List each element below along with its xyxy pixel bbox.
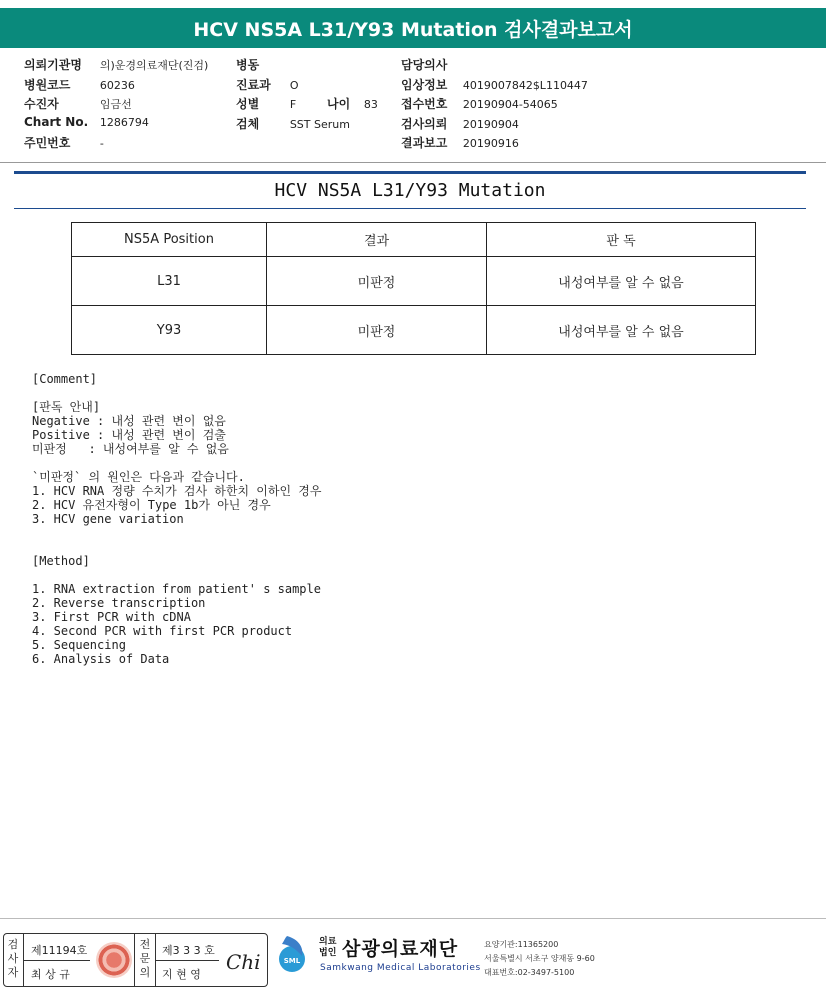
- examiner-label: 검사자: [7, 938, 19, 979]
- cause-line: 1. HCV RNA 정량 수치가 검사 하한치 이하인 경우: [32, 484, 322, 498]
- report-title: HCV NS5A L31/Y93 Mutation 검사결과보고서: [0, 8, 826, 48]
- header-position: NS5A Position: [72, 223, 267, 257]
- sml-logo-icon: [271, 933, 315, 973]
- guide-heading: [판독 안내]: [32, 400, 101, 414]
- org-name: 삼광의료재단: [342, 938, 459, 960]
- specialist-name: 지 현 영: [162, 968, 201, 981]
- sex-label: 성별: [236, 97, 260, 111]
- info-request-date: [401, 115, 519, 132]
- care-institution-no: 요양기관:11365200: [484, 940, 559, 949]
- info-recipient: [24, 95, 132, 112]
- department-label: 진료과: [236, 78, 271, 92]
- org-phone: 대표번호:02-3497-5100: [484, 968, 575, 977]
- org-english-name: Samkwang Medical Laboratories: [320, 963, 481, 973]
- cell-position: Y93: [72, 306, 267, 355]
- info-chart-no: [24, 115, 149, 129]
- specimen-value: SST Serum: [289, 118, 350, 131]
- guide-line: Positive : 내성 관련 변이 검출: [32, 428, 226, 442]
- method-line: 6. Analysis of Data: [32, 652, 170, 666]
- section-header: [14, 171, 806, 209]
- examiner-license: 제11194호: [31, 944, 88, 957]
- clinical-info-label: 임상정보: [401, 78, 448, 92]
- recipient-value: 임금선: [99, 98, 132, 111]
- sex-value: F: [289, 98, 297, 111]
- guide-line: 미판정 : 내성여부를 알 수 없음: [32, 442, 229, 456]
- hospital-code-label: 병원코드: [24, 78, 71, 92]
- resident-no-label: 주민번호: [24, 136, 71, 150]
- header-divider: [0, 162, 826, 163]
- request-date-value: 20190904: [462, 118, 519, 131]
- info-ward: [236, 56, 290, 73]
- specimen-label: 검체: [236, 117, 260, 131]
- age-label: 나이: [327, 97, 351, 111]
- table-row: [72, 306, 756, 355]
- section-title: HCV NS5A L31/Y93 Mutation: [274, 180, 546, 201]
- report-date-label: 결과보고: [401, 136, 448, 150]
- info-doctor: [401, 56, 463, 73]
- org-prefix-bottom: 법인: [319, 948, 337, 958]
- recipient-label: 수진자: [24, 97, 59, 111]
- org-address: 서울특별시 서초구 양재동 9-60: [484, 954, 595, 963]
- info-receipt-no: [401, 95, 558, 112]
- logo-text: SML: [283, 957, 301, 965]
- info-age: [327, 95, 378, 112]
- examiner-name: 최 상 규: [31, 968, 70, 981]
- info-resident-no: [24, 134, 104, 151]
- header-result: 결과: [267, 223, 487, 257]
- info-department: [236, 76, 299, 93]
- result-table: [71, 222, 756, 355]
- institution-label: 의뢰기관명: [24, 58, 82, 72]
- cell-result: 미판정: [267, 257, 487, 306]
- footer-divider: [0, 918, 826, 919]
- method-heading: [Method]: [32, 554, 90, 568]
- cause-line: 3. HCV gene variation: [32, 512, 184, 526]
- method-line: 1. RNA extraction from patient' s sample: [32, 582, 321, 596]
- chart-no-value: 1286794: [99, 116, 149, 129]
- table-header-row: [72, 223, 756, 257]
- institution-value: 의)운경의료재단(진검): [99, 59, 209, 72]
- guide-line: Negative : 내성 관련 변이 없음: [32, 414, 226, 428]
- method-line: 4. Second PCR with first PCR product: [32, 624, 293, 638]
- cell-interpretation: 내성여부를 알 수 없음: [487, 257, 756, 306]
- info-sex: [236, 95, 296, 112]
- signature-box: [3, 933, 268, 987]
- ward-label: 병동: [236, 58, 260, 72]
- method-line: 2. Reverse transcription: [32, 596, 206, 610]
- resident-no-value: -: [99, 137, 104, 150]
- specialist-license: 제3 3 3 호: [162, 944, 215, 957]
- method-line: 3. First PCR with cDNA: [32, 610, 191, 624]
- info-specimen: [236, 115, 350, 132]
- cause-intro: `미판정` 의 원인은 다음과 같습니다.: [32, 470, 245, 484]
- comment-heading: [Comment]: [32, 372, 98, 386]
- hospital-code-value: 60236: [99, 79, 135, 92]
- comment-section: [32, 372, 812, 666]
- examiner-seal: [96, 942, 132, 978]
- table-row: [72, 257, 756, 306]
- info-institution: [24, 56, 208, 73]
- receipt-no-label: 접수번호: [401, 97, 448, 111]
- clinical-info-value: 4019007842$L110447: [462, 79, 588, 92]
- header-interpretation: 판 독: [487, 223, 756, 257]
- cell-position: L31: [72, 257, 267, 306]
- info-hospital-code: [24, 76, 135, 93]
- org-prefix-top: 의료: [319, 937, 337, 947]
- request-date-label: 검사의뢰: [401, 117, 448, 131]
- specialist-label: 전문의: [139, 938, 151, 979]
- info-report-date: [401, 134, 519, 151]
- patient-info-panel: [24, 56, 814, 156]
- department-value: O: [289, 79, 299, 92]
- method-line: 5. Sequencing: [32, 638, 126, 652]
- report-date-value: 20190916: [462, 137, 519, 150]
- specialist-signature: Chi: [226, 950, 261, 974]
- receipt-no-value: 20190904-54065: [462, 98, 558, 111]
- info-clinical: [401, 76, 588, 93]
- age-value: 83: [363, 98, 378, 111]
- chart-no-label: Chart No.: [24, 115, 89, 129]
- org-prefix: [319, 937, 336, 959]
- cause-line: 2. HCV 유전자형이 Type 1b가 아닌 경우: [32, 498, 271, 512]
- cell-result: 미판정: [267, 306, 487, 355]
- doctor-label: 담당의사: [401, 58, 448, 72]
- cell-interpretation: 내성여부를 알 수 없음: [487, 306, 756, 355]
